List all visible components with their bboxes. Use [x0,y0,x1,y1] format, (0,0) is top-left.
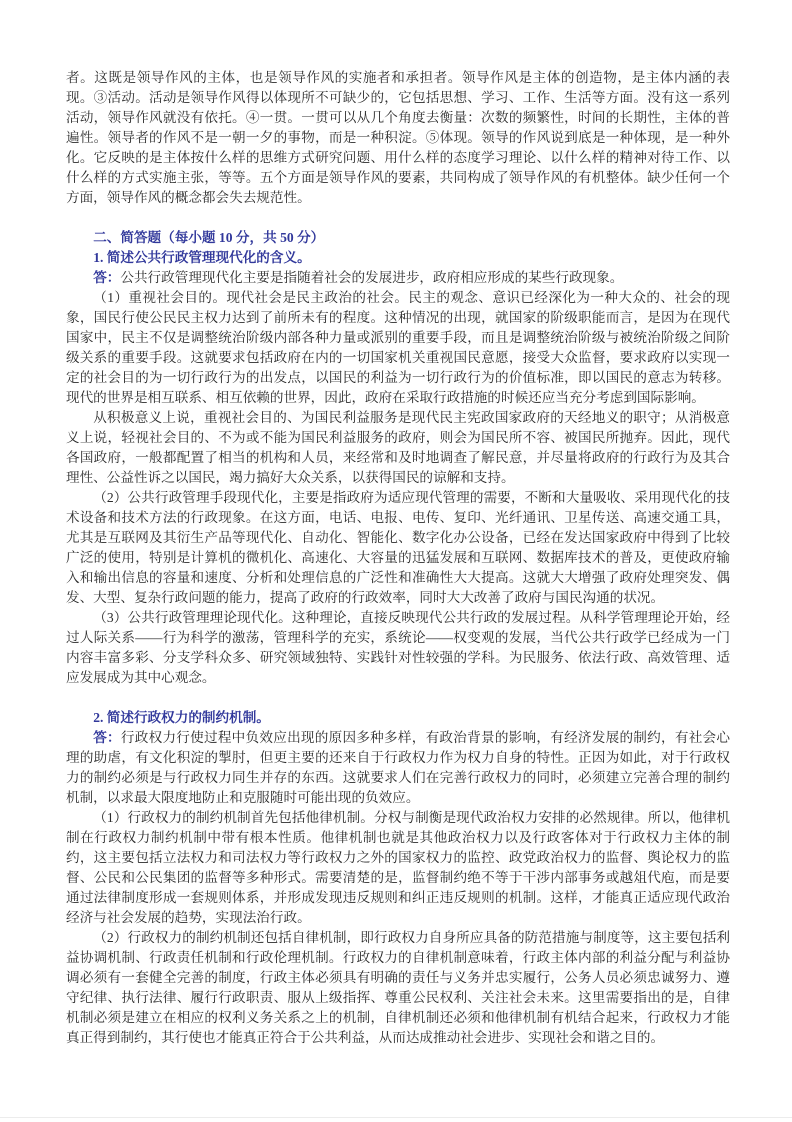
answer-2-text: 行政权力行使过程中负效应出现的原因多种多样，有政治背景的影响，有经济发展的制约，有社会心理的助虐，有文化积淀的掣肘，但更主要的还来自于行政权力作为权力自身的特性。正因为如此，对于行政权力的制约必须是与行政权力同生并存的东西。这就要求人们在完善行政权力的同时，必须建立完善合理的制约机制，以求最大限度地防止和克服随时可能出现的负效应。 [66,730,731,805]
document-body [66,68,730,1048]
question-2-title: 2. 简述行政权力的制约机制。 [93,710,270,725]
answer-1-point-1-supplement: 从积极意义上说，重视社会目的、为国民利益服务是现代民主宪政国家政府的天经地义的职守；从消极意义上说，轻视社会目的、不为或不能为国民利益服务的政府，则会为国民所不容、被国民所抛弃。因此，现代各国政府，一般都配置了相当的机构和人员，来经常和及时地调查了解民意，并尽量将政府的行政行为及其合理性、公益性诉之以国民，竭力搞好大众关系，以获得国民的谅解和支持。 [66,410,730,485]
section-2-heading: 二、简答题（每小题 10 分，共 50 分） [93,230,325,245]
answer-1-label: 答： [93,270,121,285]
paragraph-leadership-style-continuation: 者。这既是领导作风的主体，也是领导作风的实施者和承担者。领导作风是主体的创造物，是主体内涵的表现。③活动。活动是领导作风得以体现所不可缺少的，它包括思想、学习、工作、生活等方面。没有这一系列活动，领导作风就没有依托。④一贯。一贯可以从几个角度去衡量：次数的频繁性，时间的长期性，主体的普遍性。领导者的作风不是一朝一夕的事物，而是一种积淀。⑤体现。领导的作风说到底是一种体现，是一种外化。它反映的是主体按什么样的思维方式研究问题、用什么样的态度学习理论、以什么样的精神对待工作、以什么样的方式实施主张，等等。五个方面是领导作风的要素，共同构成了领导作风的有机整体。缺少任何一个方面，领导作风的概念都会失去规范性。 [66,70,730,205]
answer-1 [66,268,730,288]
answer-2-point-1: （1）行政权力的制约机制首先包括他律机制。分权与制衡是现代政治权力安排的必然规律。所以，他律机制在行政权力制约机制中带有根本性质。他律机制也就是其他政治权力以及行政客体对于行政权力主体的制约，这主要包括立法权力和司法权力等行政权力之外的国家权力的监控、政党政治权力的监督、舆论权力的监督、公民和公民集团的监督等多种形式。需要清楚的是，监督制约绝不等于干涉内部事务或越俎代庖，而是要通过法律制度形成一套规则体系，并形成发现违反规则和纠正违反规则的机制。这样，才能真正适应现代政治经济与社会发展的趋势，实现法治行政。 [66,810,730,925]
answer-2-label: 答： [93,730,121,745]
question-1-title: 1. 简述公共行政管理现代化的含义。 [93,250,311,265]
answer-1-text: 公共行政管理现代化主要是指随着社会的发展进步，政府相应形成的某些行政现象。 [120,270,624,285]
answer-1-point-1: （1）重视社会目的。现代社会是民主政治的社会。民主的观念、意识已经深化为一种大众的、社会的现象，国民行使公民民主权力达到了前所未有的程度。这种情况的出现，就国家的阶级职能而言，是因为在现代国家中，民主不仅是调整统治阶级内部各种力量或派别的重要手段，而且是调整统治阶级与被统治阶级之间阶级关系的重要手段。这就要求包括政府在内的一切国家机关重视国民意愿，接受大众监督，要求政府以实现一定的社会目的为一切行政行为的出发点，以国民的利益为一切行政行为的价值标准，即以国民的意志为转移。现代的世界是相互联系、相互依赖的世界，因此，政府在采取行政措施的时候还应当充分考虑到国际影响。 [66,290,730,405]
answer-1-point-3: （3）公共行政管理理论现代化。这种理论，直接反映现代公共行政的发展过程。从科学管理理论开始，经过人际关系——行为科学的激荡，管理科学的充实，系统论——权变观的发展，当代公共行政学已经成为一门内容丰富多彩、分支学科众多、研究领域独特、实践针对性较强的学科。为民服务、依法行政、高效管理、适应发展成为其中心观念。 [66,610,730,685]
answer-2 [66,728,730,808]
answer-2-point-2: （2）行政权力的制约机制还包括自律机制，即行政权力自身所应具备的防范措施与制度等，这主要包括利益协调机制、行政责任机制和行政伦理机制。行政权力的自律机制意味着，行政主体内部的利益分配与利益协调必须有一套健全完善的制度，行政主体必须具有明确的责任与义务并忠实履行，公务人员必须忠诚努力、遵守纪律、执行法律、履行行政职责、服从上级指挥、尊重公民权利、关注社会未来。这里需要指出的是，自律机制必须是建立在相应的权利义务关系之上的机制，自律机制还必须和他律机制有机结合起来，行政权力才能真正得到制约，其行使也才能真正符合于公共利益，从而达成推动社会进步、实现社会和谐之目的。 [66,930,730,1045]
page-bottom-rule [0,1117,792,1118]
answer-1-point-2: （2）公共行政管理手段现代化，主要是指政府为适应现代管理的需要，不断和大量吸收、采用现代化的技术设备和技术方法的行政现象。在这方面，电话、电报、电传、复印、光纤通讯、卫星传送、高速交通工具，尤其是互联网及其衍生产品等现代化、自动化、智能化、数字化办公设备，已经在发达国家政府中得到了比较广泛的使用，特别是计算机的微机化、高速化、大容量的迅猛发展和互联网、数据库技术的普及，更使政府输入和输出信息的容量和速度、分析和处理信息的广泛性和准确性大大提高。这就大大增强了政府处理突发、偶发、大型、复杂行政问题的能力，提高了政府的行政效率，同时大大改善了政府与国民沟通的状况。 [66,490,730,605]
